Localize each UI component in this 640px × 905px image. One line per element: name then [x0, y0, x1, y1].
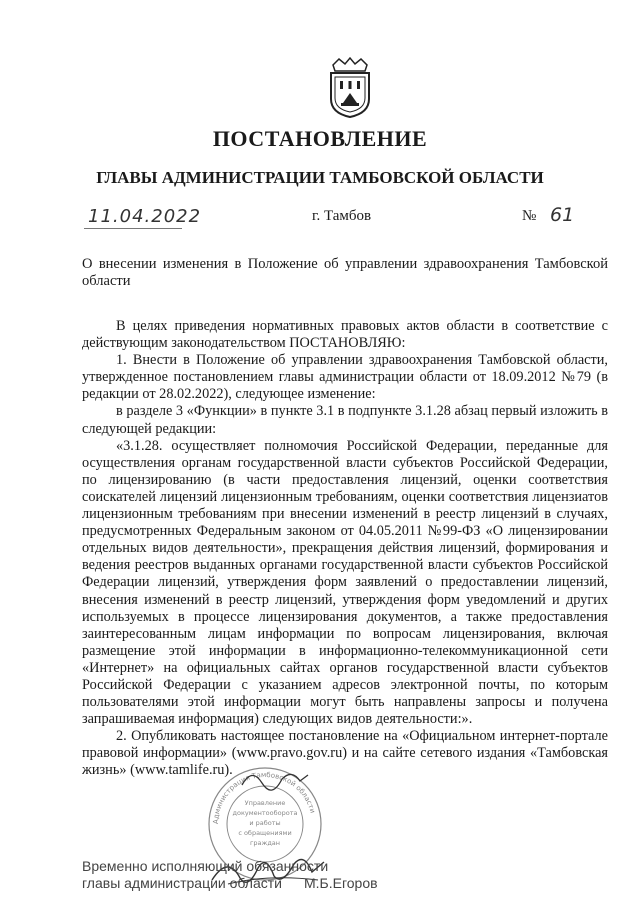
number-sign: № [522, 208, 537, 224]
body-paragraph: в разделе 3 «Функции» в пункте 3.1 в подпункте 3.1.28 абзац первый изложить в следующей редакции: [82, 403, 608, 437]
stamp-line: с обращениями [238, 829, 292, 837]
stamp-line: граждан [249, 839, 281, 847]
body-paragraph: В целях приведения нормативных правовых актов области в соответствие с действующим законодательством ПОСТАНОВЛЯЮ: [82, 318, 608, 352]
document-subtitle: ГЛАВЫ АДМИНИСТРАЦИИ ТАМБОВСКОЙ ОБЛАСТИ [96, 168, 544, 187]
stamp-ring-text: Администрация Тамбовской области [211, 770, 317, 825]
body-paragraph: 1. Внести в Положение об управлении здравоохранения Тамбовской области, утвержденное постановлением главы администрации области от 18.09.2012 №79 (в редакции от 28.02.2022), следующее изменение: [82, 352, 608, 403]
date-underline [84, 228, 182, 229]
signatory-position-line: главы администрации области [82, 875, 282, 891]
signatory-position [82, 858, 328, 892]
document-subject: О внесении изменения в Положение об управлении здравоохранения Тамбовской области [82, 256, 608, 289]
handwritten-scribble [240, 765, 310, 795]
signatory-position-line: Временно исполняющий обязанности [82, 858, 329, 874]
stamp-line: Управление [244, 799, 286, 807]
body-paragraph: 2. Опубликовать настоящее постановление на «Официальном интернет-портале правовой информации» (www.pravo.gov.ru) и на сайте сетевого издания «Тамбовская жизнь» (www.tamlife.ru). [82, 728, 608, 779]
stamp-line: документооборота [232, 809, 298, 817]
body-paragraph: «3.1.28. осуществляет полномочия Российской Федерации, переданные для осуществления органам государственной власти субъектов Российской Федерации, по лицензированию (в части предоставления лицензий, оценки соответствия соискателей лицензий лицензионным требованиям, оценки соответствия лицензиатов лицензионным требованиям при внесении изменений в реестр лицензий в случаях, предусмотренных Федеральным законом от 04.05.2011 №99-ФЗ «О лицензировании отдельных видов деятельности», прекращения действия лицензий, формирования и ведения реестров выданных органами государственной власти субъектов Российской Федерации лицензий, утверждения форм заявлений о предоставлении лицензий, внесения изменений в реестр лицензий, утверждения форм уведомлений и других используемых в процессе лицензирования документов, а также предоставления заинтересованным лицам информации по вопросам лицензирования, включая размещение этой информации в информационно-телекоммуникационной сети «Интернет» на официальных сайтах органов государственной власти субъектов Российской Федерации с указанием адресов электронной почты, по которым пользователями этой информации могут быть направлены запросы и получена запрашиваемая информация) следующих видов деятельности:». [82, 437, 608, 728]
document-date: 11.04.2022 [88, 206, 202, 227]
signatory-name: М.Б.Егоров [304, 875, 378, 891]
document-title: ПОСТАНОВЛЕНИЕ [212, 126, 428, 151]
document-body [82, 318, 608, 780]
coat-of-arms-icon [325, 55, 375, 119]
stamp-line: и работы [249, 819, 281, 827]
document-city: г. Тамбов [312, 208, 372, 224]
document-number: 61 [550, 204, 575, 226]
